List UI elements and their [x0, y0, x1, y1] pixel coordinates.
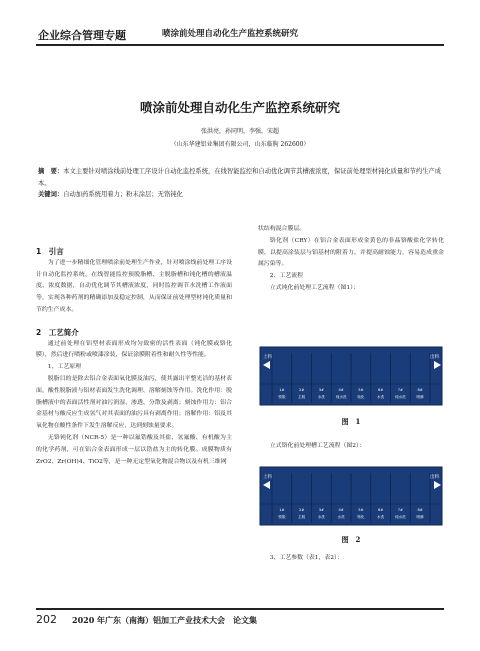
proceedings-title: 2020 年广东（南海）铝加工产业技术大会 论文集 [72, 615, 258, 625]
tank-number: 6# [377, 508, 384, 512]
running-title: 喷涂前处理自动化生产监控系统研究 [162, 29, 299, 39]
tank-number: 1# [279, 508, 285, 512]
tank-number: 7# [397, 388, 404, 392]
tank-name: 主脱 [298, 395, 306, 399]
abstract [38, 166, 444, 189]
section-1-heading: 1 引言 [36, 247, 64, 256]
figure-2-intro-wrap [258, 441, 444, 453]
keywords [38, 189, 444, 201]
tank-number: 4# [338, 508, 344, 512]
tank-number: 1# [279, 388, 285, 392]
section-2-heading: 2 工艺简介 [36, 327, 79, 337]
figure-2-inlet-label: 上料 [263, 475, 272, 480]
figure-1-intro: 立式钝化前处理工艺流程（图1）： [269, 284, 359, 291]
tank-name: 纯水洗 [394, 515, 406, 519]
tank-name: 喷淋 [416, 515, 424, 519]
tank-name: 铬化 [357, 515, 365, 519]
right-column-top [258, 224, 444, 295]
affiliation: （山东华建铝业集团有限公司，山东临朐 262600） [170, 141, 310, 148]
tank-name: 水洗 [337, 515, 345, 519]
section-1-paragraph: 为了进一步精细化管理喷涂前处理生产作业，针对喷涂线前处理工序设计自动化监控系统，在线智能监控预脱脂槽、主脱脂槽和钝化槽的槽液温度、浓度数据，自动优化调节其槽液浓度，同时监控调节水洗槽工作液面等，实现各种药剂的精确添加及稳定控制，从而保证前处理型材钝化质量和节约生产成本。 [36, 259, 232, 313]
tank-name: 水洗 [377, 515, 385, 519]
authors: 张洪亮，孙同明，李强，宋超 [200, 128, 279, 135]
tank-number: 4# [338, 388, 344, 392]
keywords-text: 自动加药系统用着力；粉末涂层；无铬钝化 [63, 191, 183, 198]
tank-name: 水洗 [317, 515, 325, 519]
section-2-paragraph: 通过前处理在铝型材表面形成均匀致密的活性表面（钝化膜或铬化膜），然后进行喷粉或喷漆涂装，保证涂膜附着性和耐久性等性能。 [36, 340, 232, 359]
tank-number: 2# [298, 508, 305, 512]
figure-2-outlet-label: 出料 [430, 475, 439, 480]
journal-section-label: 企业综合管理专题 [38, 29, 126, 42]
tank-name: 水洗 [377, 395, 385, 399]
abstract-text: 本文主要针对喷涂线前处理工序设计自动化监控系统，在线智能监控和自动优化调节其槽液浓度，保证前处理型材钝化质量和节约生产成本。 [38, 168, 441, 187]
tank-name: 主脱 [298, 515, 306, 519]
subsection-process-parameters: 3、工艺参数（表1，表2）： [269, 555, 343, 561]
footer-rule [36, 608, 444, 610]
degrease-paragraph: 脱脂目的是除去铝合金表面氧化膜及油污，使其露出平整光洁的基材表面，酸性脱脂液与铝材表面发生洗化调理、溶解刻蚀等作用。洗化作用：脱脂槽液中的表面活性剂对油污润湿、渗透、分散及剥离；刻蚀作用力：铝合金基材与酸反应生成氢气对其表面的油污具有剥离作用；溶解作用：铝及其氧化物在酸性条件下发生溶解反应，达到刻蚀量要求。 [36, 375, 232, 430]
header-rule [36, 44, 444, 46]
tank-number: 5# [358, 508, 364, 512]
tank-name: 钝化 [357, 395, 365, 399]
tank-number: 7# [397, 508, 404, 512]
tank-name: 水洗 [317, 395, 325, 399]
figure-1-caption: 图 1 [341, 417, 361, 426]
tank-number: 3# [318, 508, 325, 512]
tank-name: 喷淋 [416, 395, 424, 399]
abstract-label: 摘 要： [38, 168, 64, 175]
subsection-process-principle: 1、工艺原理 [47, 364, 81, 371]
tank-number: 5# [358, 388, 364, 392]
tank-number: 8# [417, 508, 423, 512]
figure-2-intro: 立式铬化前处理槽工艺流程（图2）： [269, 443, 365, 449]
tank-name: 预脱 [278, 515, 286, 519]
tank-number: 8# [417, 388, 423, 392]
cr-free-passivation-paragraph: 无铬钝化剂（NCR-5）是一种以氟锆酸及其盐、氢氟酸、有机酸为主的化学药剂，可在铝合金表面形成一层以锆盐为主的转化膜。成膜物质有ZrO2、Zr(OH)4、TiO2等，是一种无定型氧化物混合物以及有机三维网 [36, 434, 232, 465]
chromate-paragraph: 铬化剂（CRY）在铝合金表面形成金黄色的非晶铬酸盐化学转化膜，以提高涂装层与铝基材的附着力，并提高耐蚀能力，容易造成重金属污染等。 [258, 237, 444, 268]
tank-number: 2# [298, 388, 305, 392]
keywords-label: 关键词： [38, 191, 64, 198]
figure-1-inlet-label: 上料 [263, 355, 272, 360]
figure-2-caption: 图 2 [341, 535, 361, 544]
tank-name: 纯水洗 [394, 395, 406, 399]
paper-title: 喷涂前处理自动化生产监控系统研究 [139, 100, 340, 115]
params-heading-wrap [258, 553, 444, 565]
continued-paragraph: 状结构混合膜层。 [258, 226, 306, 232]
left-column [36, 246, 232, 468]
tank-number: 6# [377, 388, 384, 392]
figure-1-diagram [258, 345, 444, 407]
page-number: 202 [36, 613, 57, 626]
figure-2-diagram [258, 465, 444, 527]
tank-name: 预脱 [278, 395, 286, 399]
tank-number: 3# [318, 388, 325, 392]
abstract-block [38, 166, 444, 201]
figure-1-outlet-label: 出料 [430, 355, 439, 360]
tank-name: 纯水洗 [335, 395, 347, 399]
subsection-process-flow: 2、工艺流程 [269, 273, 303, 280]
